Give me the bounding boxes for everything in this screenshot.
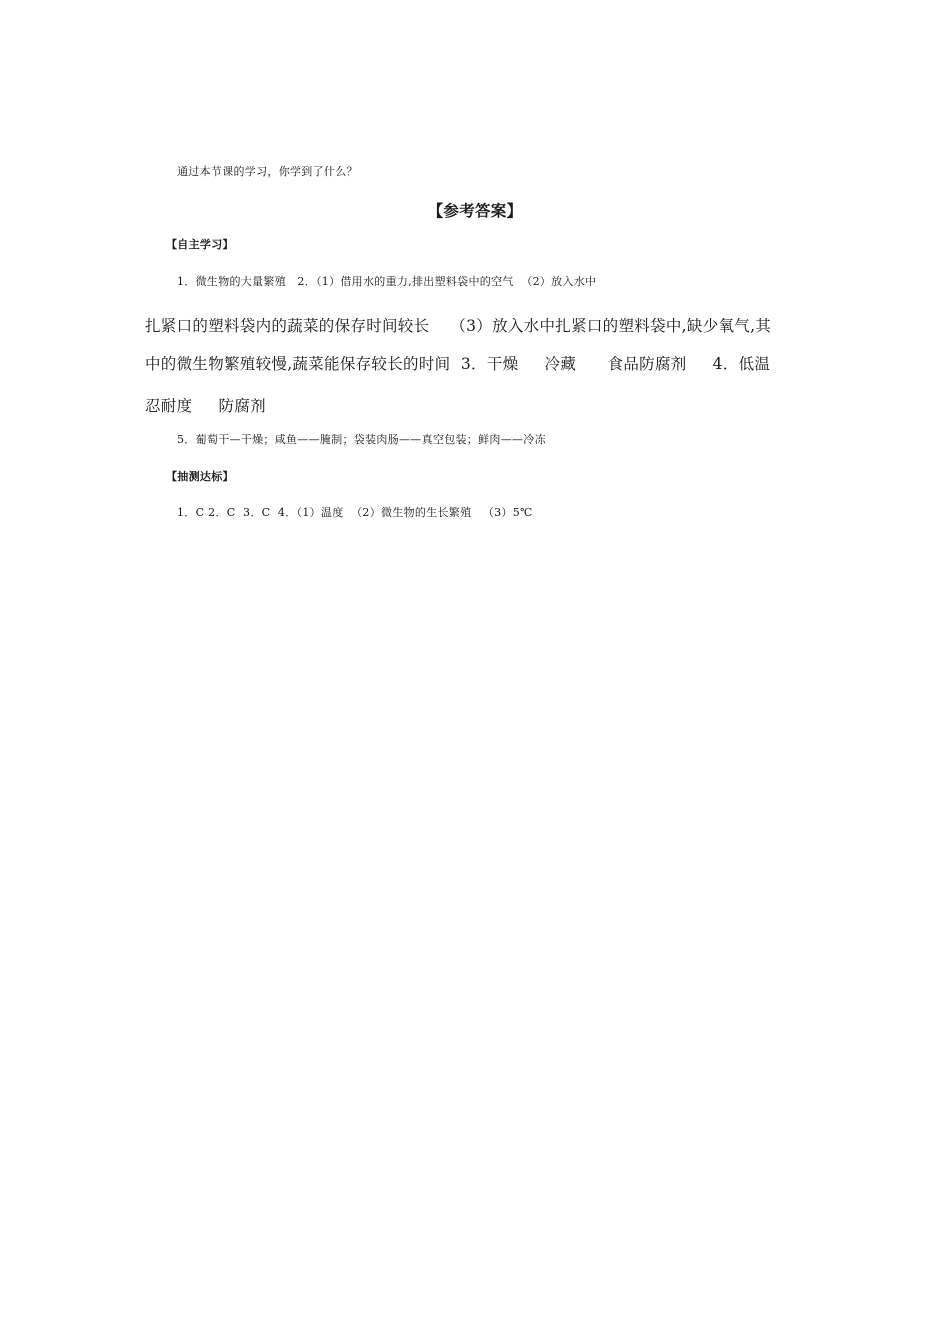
answers-heading: 【参考答案】 <box>427 201 523 220</box>
test-answers-line: 1．C 2．C 3．C 4．（1）温度 （2）微生物的生长繁殖 （3）5℃ <box>177 506 533 519</box>
reflection-question: 通过本节课的学习，你学到了什么？ <box>177 165 358 178</box>
self-study-line-2: 扎紧口的塑料袋内的蔬菜的保存时间较长 （3）放入水中扎紧口的塑料袋中,缺少氧气,其 <box>145 317 772 335</box>
self-study-line-4: 忍耐度 防腐剂 <box>145 397 266 415</box>
self-study-heading: 【自主学习】 <box>166 238 234 251</box>
self-study-line-1: 1．微生物的大量繁殖 2．（1）借用水的重力,排出塑料袋中的空气 （2）放入水中 <box>177 275 597 288</box>
test-heading: 【抽测达标】 <box>166 470 234 483</box>
self-study-line-3: 中的微生物繁殖较慢,蔬菜能保存较长的时间 3．干燥 冷藏 食品防腐剂 4．低温 <box>145 355 771 373</box>
self-study-line-5: 5．葡萄干—干燥；咸鱼——腌制；袋装肉肠——真空包装；鲜肉——冷冻 <box>177 433 546 446</box>
